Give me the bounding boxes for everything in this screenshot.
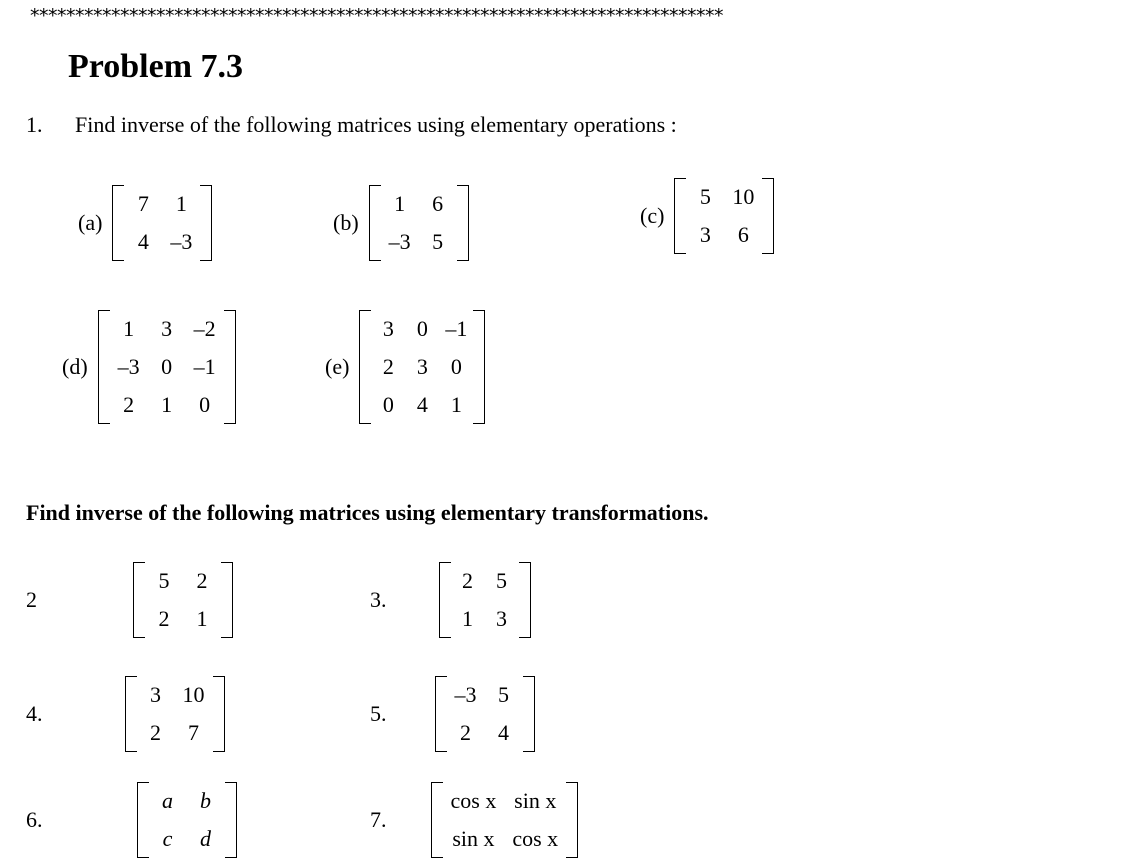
matrix-cell: 6 [432,191,444,216]
matrix-cell: –1 [193,354,216,379]
matrix-row [381,185,457,223]
matrix-cell: 0 [382,392,394,417]
matrix-row [149,782,225,820]
matrix-cell: 2 [382,354,394,379]
matrix-6-grid [149,782,225,858]
bracket-left [439,562,451,638]
matrix-3-grid [451,562,519,638]
matrix-cell: 3 [699,222,711,247]
matrix-label-a: (a) [78,210,103,235]
matrix-cell: 1 [394,191,406,216]
matrix-cell: 2 [196,568,208,593]
matrix-a-grid [124,185,200,261]
bracket-right [457,185,469,261]
matrix-cell: 10 [732,184,755,209]
matrix-row [149,820,225,858]
matrix-e [359,310,485,424]
matrix-b-grid [381,185,457,261]
matrix-row [110,310,224,348]
bracket-left [112,185,124,261]
matrix-row [381,223,457,261]
matrix-row [451,600,519,638]
matrix-label-4: 4. [26,701,43,726]
matrix-e-grid [371,310,473,424]
matrix-5-grid [447,676,523,752]
bracket-left [435,676,447,752]
matrix-cell: 5 [498,682,509,707]
bracket-left [98,310,110,424]
bracket-right [213,676,225,752]
bracket-left [674,178,686,254]
matrix-cell: 5 [496,568,507,593]
bracket-right [221,562,233,638]
matrix-cell: 6 [737,222,749,247]
matrix-row [443,782,567,820]
matrix-cell: cos x [450,788,497,813]
matrix-cell: 3 [416,354,428,379]
matrix-cell: 10 [182,682,205,707]
bracket-left [137,782,149,858]
matrix-d [98,310,236,424]
matrix-row [371,348,473,386]
matrix-cell: 1 [175,191,187,216]
matrix-cell: 1 [196,606,208,631]
matrix-row [686,178,762,216]
matrix-row [686,216,762,254]
matrix-cell: 0 [199,392,211,417]
bracket-left [431,782,443,858]
bracket-right [762,178,774,254]
matrix-cell: –2 [193,316,216,341]
matrix-item-5 [370,676,535,752]
matrix-3 [439,562,531,638]
matrix-cell: 2 [150,720,161,745]
matrix-item-7 [370,782,578,858]
matrix-item-b [333,185,469,261]
matrix-row [145,562,221,600]
bracket-right [473,310,485,424]
matrix-cell: 2 [462,568,473,593]
matrix-cell: –3 [117,354,140,379]
matrix-4-grid [137,676,213,752]
matrix-cell: 1 [123,316,135,341]
bracket-left [125,676,137,752]
matrix-cell: 1 [161,392,173,417]
matrix-item-d [62,310,236,424]
matrix-row [145,600,221,638]
matrix-label-e: (e) [325,354,350,379]
matrix-row [371,310,473,348]
matrix-cell: 3 [150,682,161,707]
matrix-row [124,185,200,223]
matrix-cell: 2 [460,720,471,745]
matrix-2 [133,562,233,638]
matrix-cell: 7 [137,191,149,216]
matrix-cell: 5 [158,568,170,593]
matrix-row [443,820,567,858]
matrix-cell: sin x [514,788,557,813]
bracket-right [224,310,236,424]
matrix-cell: 1 [462,606,473,631]
matrix-label-d: (d) [62,354,88,379]
matrix-cell: 4 [137,229,149,254]
matrix-row [447,676,523,714]
matrix-cell: 1 [450,392,462,417]
bracket-right [566,782,578,858]
matrix-label-b: (b) [333,210,359,235]
matrix-cell: 3 [496,606,507,631]
matrix-cell: 4 [498,720,509,745]
matrix-c-grid [686,178,762,254]
bracket-right [519,562,531,638]
matrix-d-grid [110,310,224,424]
matrix-cell: 0 [161,354,173,379]
section-heading: Find inverse of the following matrices using elementary transformations. [26,500,709,525]
matrix-5 [435,676,535,752]
matrix-cell: 7 [188,720,199,745]
matrix-row [137,714,213,752]
matrix-cell: 2 [123,392,135,417]
matrix-cell: 0 [416,316,428,341]
matrix-item-a [78,185,212,261]
matrix-cell: 4 [416,392,428,417]
star-divider: ***************************************************************************** [30,6,723,26]
matrix-c [674,178,774,254]
matrix-cell: 2 [158,606,170,631]
matrix-row [137,676,213,714]
matrix-item-6 [26,782,237,858]
matrix-cell: a [162,788,173,813]
bracket-left [359,310,371,424]
bracket-right [523,676,535,752]
matrix-label-c: (c) [640,203,665,228]
bracket-right [225,782,237,858]
matrix-cell: –3 [170,229,193,254]
matrix-cell: c [162,826,173,851]
matrix-row [124,223,200,261]
matrix-item-4 [26,676,225,752]
matrix-cell: sin x [452,826,495,851]
matrix-label-3: 3. [370,587,387,612]
matrix-cell: 0 [450,354,462,379]
matrix-6 [137,782,237,858]
matrix-cell: –1 [445,316,468,341]
bracket-left [369,185,381,261]
matrix-row [110,386,224,424]
matrix-item-2 [26,562,233,638]
matrix-cell: 3 [382,316,394,341]
matrix-row [371,386,473,424]
matrix-cell: 3 [161,316,173,341]
matrix-a [112,185,212,261]
matrix-cell: cos x [512,826,559,851]
matrix-7 [431,782,579,858]
bracket-left [133,562,145,638]
matrix-row [447,714,523,752]
bracket-right [200,185,212,261]
matrix-2-grid [145,562,221,638]
matrix-cell: b [200,788,211,813]
matrix-cell: d [200,826,211,851]
matrix-row [110,348,224,386]
matrix-cell: 5 [699,184,711,209]
matrix-item-3 [370,562,531,638]
matrix-cell: 5 [432,229,444,254]
matrix-label-2: 2 [26,587,37,612]
matrix-b [369,185,469,261]
question-1-text: Find inverse of the following matrices using elementary operations : [75,112,677,137]
matrix-7-grid [443,782,567,858]
matrix-4 [125,676,225,752]
matrix-label-7: 7. [370,807,387,832]
page-title: Problem 7.3 [68,48,244,85]
matrix-label-6: 6. [26,807,43,832]
matrix-item-c [640,178,774,254]
matrix-row [451,562,519,600]
matrix-cell: –3 [388,229,411,254]
matrix-cell: –3 [454,682,477,707]
matrix-label-5: 5. [370,701,387,726]
question-1-number: 1. [26,112,43,137]
matrix-item-e [325,310,485,424]
